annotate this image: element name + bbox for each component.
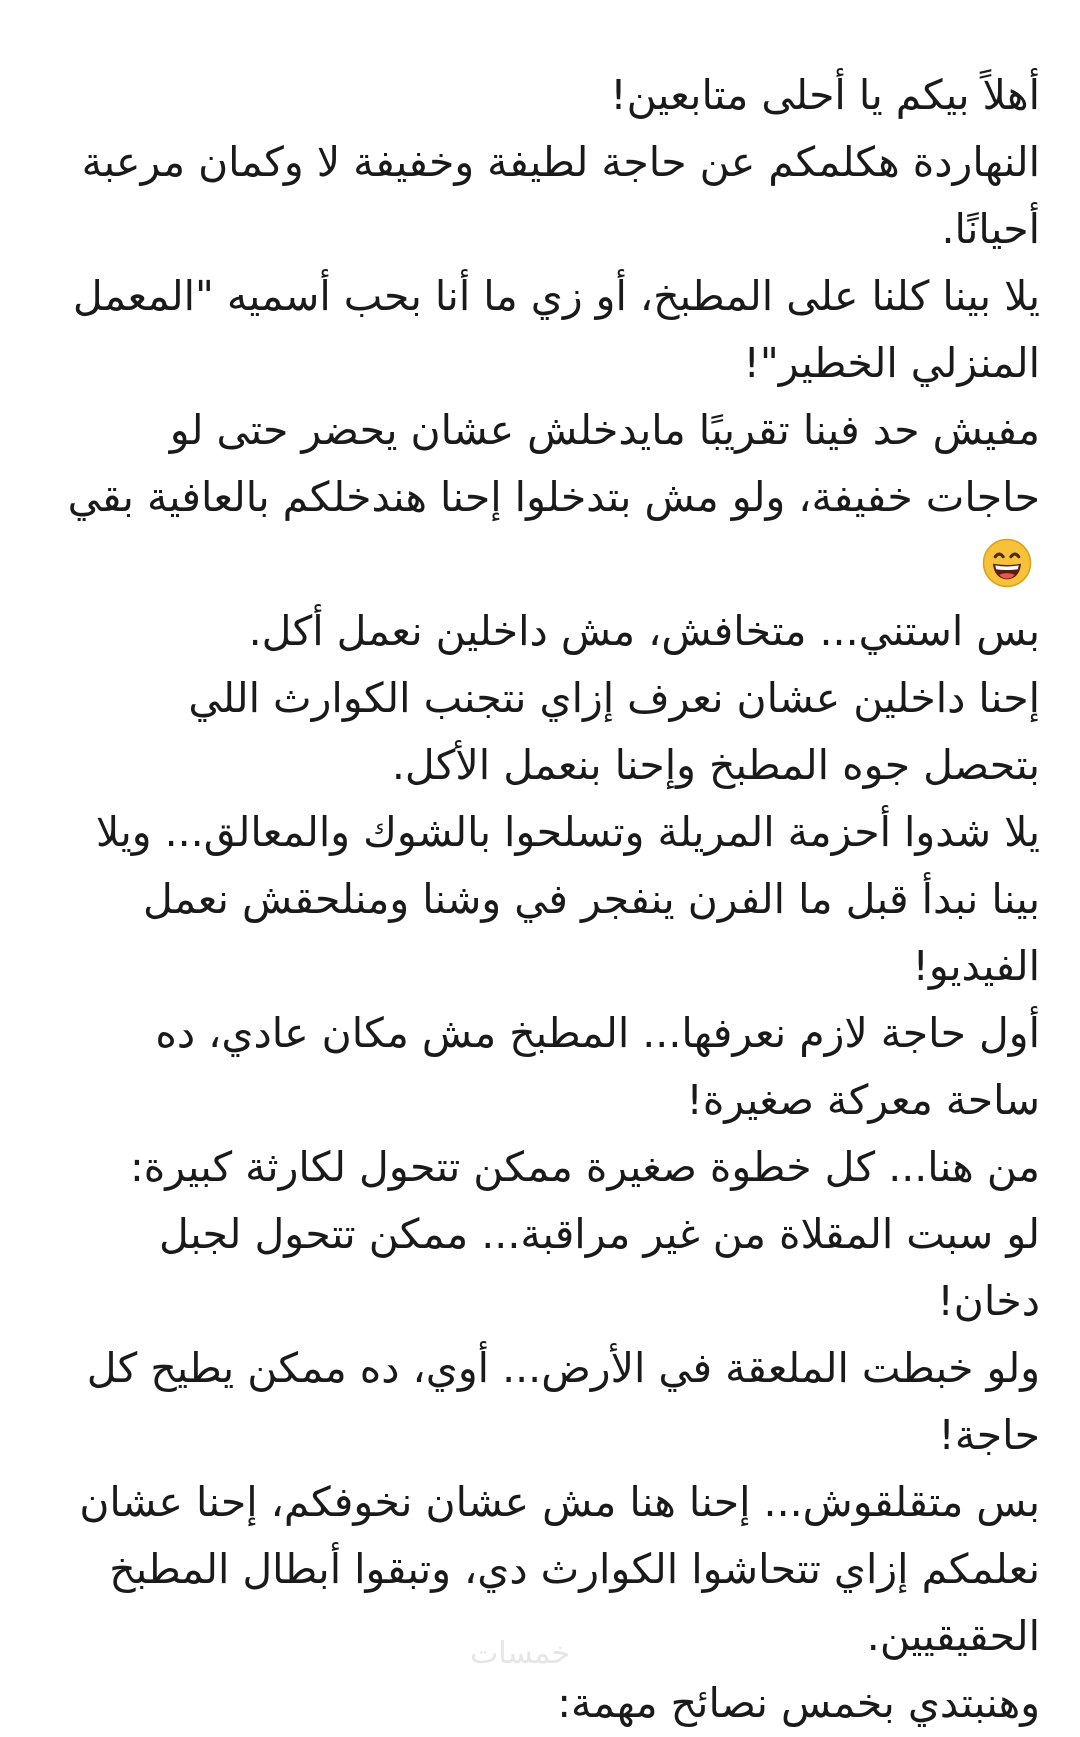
paragraph-greeting: أهلاً بيكم يا أحلى متابعين!	[610, 71, 1040, 119]
paragraph-buckle-up: يلا شدوا أحزمة المريلة وتسلحوا بالشوك والمعالق... ويلا بينا نبدأ قبل ما الفرن ينفجر في وشنا ومنلحقش نعمل الفيديو!	[95, 808, 1040, 990]
paragraph-topic: النهاردة هكلمكم عن حاجة لطيفة وخفيفة لا وكمان مرعبة أحيانًا.	[81, 138, 1040, 253]
paragraph-avoid-disasters: إحنا داخلين عشان نعرف إزاي نتجنب الكوارث اللي بتحصل جوه المطبخ وإحنا بنعمل الأكل.	[188, 674, 1040, 789]
post-body	[60, 62, 1040, 1737]
paragraph-battlefield: أول حاجة لازم نعرفها... المطبخ مش مكان عادي، ده ساحة معركة صغيرة!	[155, 1009, 1040, 1124]
paragraph-dont-worry: بس استني... متخافش، مش داخلين نعمل أكل.	[248, 607, 1040, 655]
paragraph-five-tips: وهنبتدي بخمس نصائح مهمة:	[557, 1679, 1040, 1727]
paragraph-spoon: ولو خبطت الملعقة في الأرض... أوي، ده ممكن يطيح كل حاجة!	[86, 1344, 1040, 1459]
grinning-face-icon	[982, 538, 1032, 588]
paragraph-heroes: بس متقلقوش... إحنا هنا مش عشان نخوفكم، إحنا عشان نعلمكم إزاي تتحاشوا الكوارث دي، وتبقوا أبطال المطبخ الحقيقيين.	[79, 1478, 1040, 1660]
paragraph-small-steps: من هنا... كل خطوة صغيرة ممكن تتحول لكارثة كبيرة:	[129, 1143, 1040, 1191]
paragraph-everyone-enters	[60, 397, 1040, 598]
paragraph-kitchen-lab: يلا بينا كلنا على المطبخ، أو زي ما أنا بحب أسميه "المعمل المنزلي الخطير"!	[72, 272, 1040, 387]
watermark-logo: خمسات	[470, 1636, 571, 1671]
paragraph-everyone-enters-text: مفيش حد فينا تقريبًا مايدخلش عشان يحضر حتى لو حاجات خفيفة، ولو مش بتدخلوا إحنا هندخلكم بالعافية بقي	[67, 406, 1040, 521]
paragraph-pan: لو سبت المقلاة من غير مراقبة... ممكن تتحول لجبل دخان!	[159, 1210, 1040, 1325]
